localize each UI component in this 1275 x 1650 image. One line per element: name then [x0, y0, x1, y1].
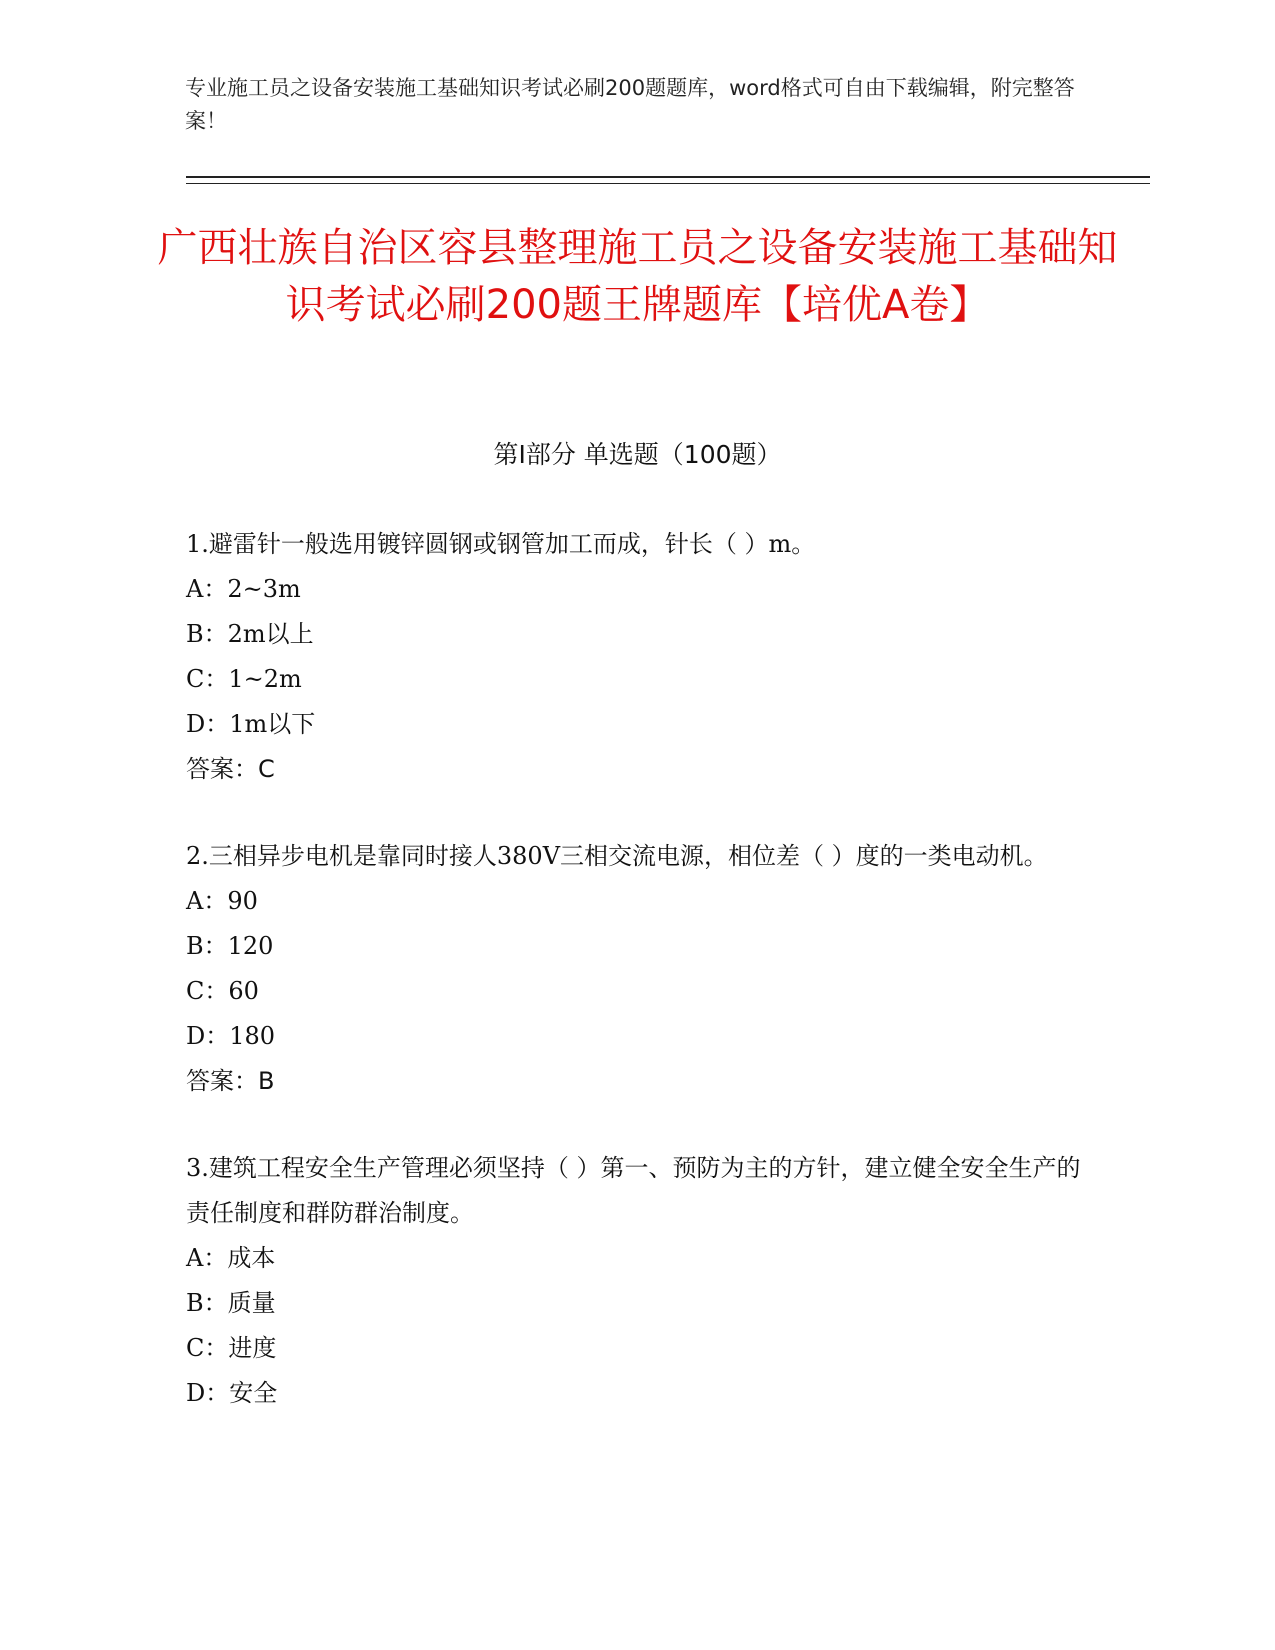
question-list	[186, 522, 1086, 1458]
option-c: C：60	[186, 977, 259, 1005]
document-title: 广西壮族自治区容县整理施工员之设备安装施工基础知识考试必刷200题王牌题库【培优A卷】	[157, 225, 1118, 328]
header-note: 专业施工员之设备安装施工基础知识考试必刷200题题库，word格式可自由下载编辑，附完整答案！	[185, 76, 1075, 133]
option-b: B：质量	[186, 1289, 276, 1317]
question-item	[186, 834, 1086, 1104]
question-stem: 1.避雷针一般选用镀锌圆钢或钢管加工而成，针长（ ）m。	[186, 530, 816, 558]
option-a: A：90	[186, 887, 258, 915]
header-rule-thick	[186, 176, 1150, 178]
option-d: D：1m以下	[186, 710, 316, 738]
option-a: A：成本	[186, 1244, 276, 1272]
header-rule-thin	[186, 183, 1150, 184]
question-item	[186, 522, 1086, 792]
option-d: D：安全	[186, 1379, 278, 1407]
section-title: 第I部分 单选题（100题）	[493, 440, 782, 469]
answer-line: 答案：B	[186, 1067, 275, 1095]
option-d: D：180	[186, 1022, 276, 1050]
option-c: C：1~2m	[186, 665, 302, 693]
option-a: A：2~3m	[186, 575, 301, 603]
answer-line: 答案：C	[186, 755, 275, 783]
option-b: B：120	[186, 932, 274, 960]
question-stem: 3.建筑工程安全生产管理必须坚持（ ）第一、预防为主的方针，建立健全安全生产的责任制度和群防群治制度。	[186, 1154, 1081, 1227]
question-item	[186, 1146, 1086, 1416]
question-stem: 2.三相异步电机是靠同时接人380V三相交流电源，相位差（ ）度的一类电动机。	[186, 842, 1048, 870]
option-b: B：2m以上	[186, 620, 314, 648]
option-c: C：进度	[186, 1334, 277, 1362]
